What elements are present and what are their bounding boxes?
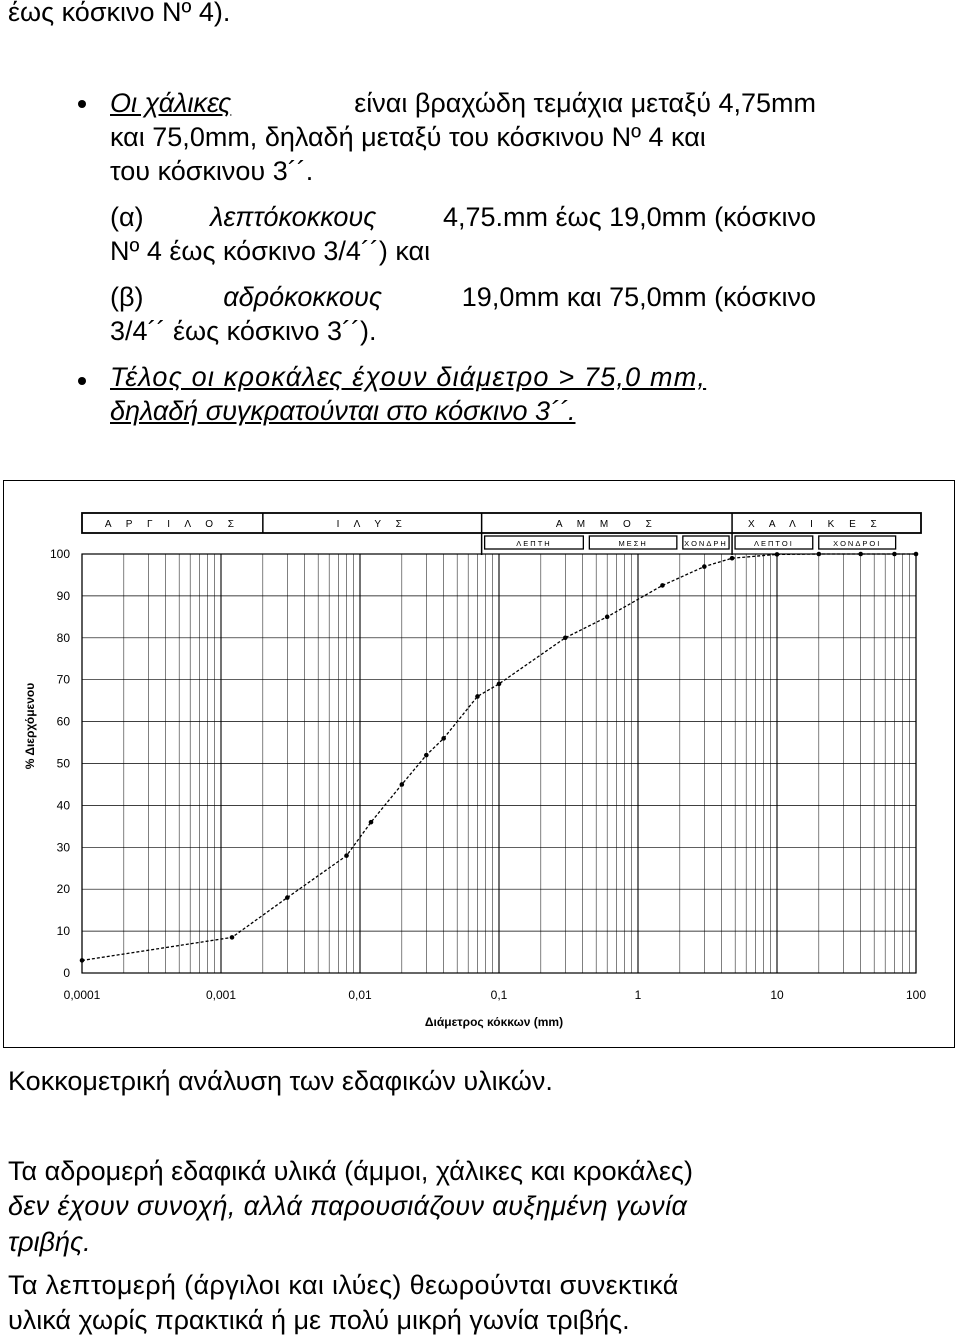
band-label: Χ Α Λ Ι Κ Ε Σ bbox=[747, 519, 883, 530]
p1-l1-text: Τα αδρομερή εδαφικά υλικά (άμμοι, χάλικες και κροκάλες) bbox=[8, 1156, 693, 1186]
coarse-gravel-term: αδρόκοκκους bbox=[223, 282, 383, 312]
data-point bbox=[400, 782, 405, 787]
subband-label: ΜΕΣΗ bbox=[618, 539, 648, 548]
data-point bbox=[660, 583, 665, 588]
x-tick-label: 100 bbox=[905, 988, 927, 1002]
y-tick-label: 100 bbox=[49, 547, 70, 561]
band-label: Α Ρ Γ Ι Λ Ο Σ bbox=[104, 519, 240, 530]
y-tick-label: 30 bbox=[56, 840, 70, 855]
data-point bbox=[892, 552, 897, 557]
x-tick-label: 0,1 bbox=[490, 988, 508, 1002]
data-point bbox=[817, 552, 822, 557]
data-point bbox=[858, 552, 863, 557]
fine-gravel-range: 4,75.mm έως 19,0mm (κόσκινο bbox=[442, 202, 816, 232]
y-tick-label: 0 bbox=[63, 966, 70, 980]
paragraph-1-line-3: τριβής. bbox=[8, 1227, 91, 1257]
data-point bbox=[475, 694, 480, 699]
x-tick-label: 0,001 bbox=[205, 988, 237, 1002]
data-point bbox=[605, 615, 610, 620]
coarse-gravel-line-1 bbox=[110, 282, 816, 312]
data-point bbox=[441, 736, 446, 741]
fine-gravel-line-1 bbox=[110, 202, 816, 232]
x-tick-label: 0,01 bbox=[348, 988, 372, 1002]
figure-caption: Κοκκομετρική ανάλυση των εδαφικών υλικών. bbox=[8, 1066, 553, 1096]
data-point bbox=[80, 958, 85, 963]
y-tick-label: 10 bbox=[56, 924, 70, 939]
data-point bbox=[424, 753, 429, 758]
subband-label: ΧΟΝΔΡΗ bbox=[684, 539, 728, 548]
paragraph-2-line-2: υλικά χωρίς πρακτικά ή με πολύ μικρή γωνία τριβής. bbox=[8, 1305, 630, 1335]
y-tick-label: 50 bbox=[56, 756, 70, 771]
coarse-gravel-line-2: 3/4´´ έως κόσκινο 3´´). bbox=[110, 316, 377, 346]
y-tick-label: 40 bbox=[56, 798, 70, 813]
y-tick-label: 60 bbox=[56, 714, 70, 729]
bullet-icon bbox=[78, 377, 86, 385]
fine-gravel-term: λεπτόκοκκους bbox=[210, 202, 377, 232]
x-tick-label: 10 bbox=[770, 988, 784, 1002]
cobbles-line-1: Τέλος οι κροκάλες έχουν διάμετρο > 75,0 mm, bbox=[110, 362, 707, 392]
paragraph-2-line-1: Τα λεπτομερή (άργιλοι και ιλύες) θεωρούνται συνεκτικά bbox=[8, 1270, 679, 1300]
band-label: Ι Λ Υ Σ bbox=[336, 519, 408, 530]
x-axis-label: Διάμετρος κόκκων (mm) bbox=[424, 1015, 564, 1029]
x-tick-label: 1 bbox=[634, 988, 642, 1002]
fine-gravel-line-2: Nº 4 έως κόσκινο 3/4´´) και bbox=[110, 236, 431, 266]
data-point bbox=[730, 556, 735, 561]
data-point bbox=[285, 895, 290, 900]
label-b: (β) bbox=[110, 282, 144, 312]
y-tick-label: 90 bbox=[56, 588, 70, 603]
gravel-desc: είναι βραχώδη τεμάχια μεταξύ 4,75mm bbox=[354, 88, 816, 118]
paragraph-1-line-2: δεν έχουν συνοχή, αλλά παρουσιάζουν αυξημένη γωνία bbox=[8, 1191, 688, 1221]
gravel-line-2: και 75,0mm, δηλαδή μεταξύ του κόσκινου Nº 4 και bbox=[110, 122, 706, 152]
paragraph-1-line-1 bbox=[8, 1156, 814, 1186]
coarse-gravel-range: 19,0mm και 75,0mm (κόσκινο bbox=[461, 282, 816, 312]
data-point bbox=[497, 682, 502, 687]
data-point bbox=[914, 552, 919, 557]
top-line: έως κόσκινο Nº 4). bbox=[8, 0, 231, 27]
x-tick-label: 0,0001 bbox=[63, 988, 101, 1002]
subband-label: ΛΕΠΤΟΙ bbox=[754, 539, 794, 548]
subband-label: ΧΟΝΔΡΟΙ bbox=[833, 539, 882, 548]
y-tick-label: 20 bbox=[56, 882, 70, 897]
y-tick-label: 70 bbox=[56, 672, 70, 687]
gravel-term: Οι χάλικες bbox=[110, 88, 232, 118]
data-point bbox=[702, 564, 707, 569]
data-point bbox=[369, 820, 374, 825]
data-point bbox=[563, 636, 568, 641]
data-point bbox=[230, 935, 235, 940]
cobbles-line-2: δηλαδή συγκρατούνται στο κόσκινο 3´´. bbox=[110, 396, 576, 426]
bullet-icon bbox=[78, 100, 86, 108]
gravel-line-1 bbox=[110, 88, 816, 118]
data-point bbox=[344, 853, 349, 858]
y-tick-label: 80 bbox=[56, 630, 70, 645]
band-label: Α Μ Μ Ο Σ bbox=[555, 519, 658, 530]
gravel-line-3: του κόσκινου 3´´. bbox=[110, 156, 314, 186]
y-axis-label: % Διερχόμενου bbox=[23, 682, 37, 770]
label-a: (α) bbox=[110, 202, 144, 232]
data-point bbox=[775, 552, 780, 557]
grain-size-chart bbox=[4, 481, 954, 1047]
subband-label: ΛΕΠΤΗ bbox=[516, 539, 552, 548]
